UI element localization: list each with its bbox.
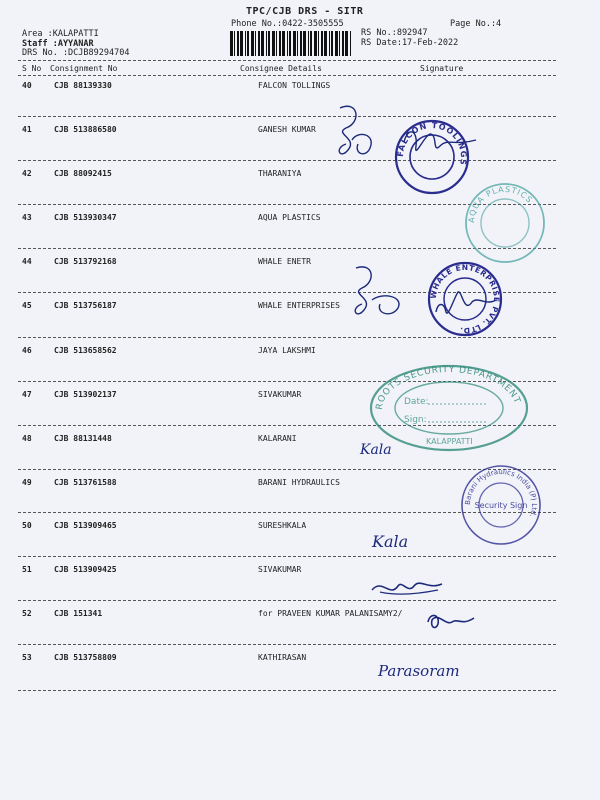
phone-number: Phone No.:0422-3505555 <box>231 19 344 29</box>
staff-label: Staff :AYYANAR <box>22 39 94 49</box>
row-consignment-no: CJB 513930347 <box>54 213 117 222</box>
row-sno: 51 <box>22 565 32 574</box>
falcon-stamp-text: FALCON TOOLINGS <box>395 120 469 167</box>
row-sno: 49 <box>22 478 32 487</box>
sheet-title: TPC/CJB DRS - SITR <box>246 6 364 17</box>
row-consignment-no: CJB 513758809 <box>54 653 117 662</box>
security-stamp-place: KALAPPATTI <box>426 437 473 446</box>
table-row <box>0 301 600 315</box>
row-consignment-no: CJB 513886580 <box>54 125 117 134</box>
row-consignment-no: CJB 513761588 <box>54 478 117 487</box>
area-label: Area :KALAPATTI <box>22 29 99 39</box>
aqua-plastics-stamp <box>462 180 548 266</box>
column-sno: S No <box>22 64 42 73</box>
barcode <box>230 31 354 56</box>
row-consignee: FALCON TOLLINGS <box>258 81 331 90</box>
signature-row-44-45 <box>346 262 506 342</box>
row-sno: 44 <box>22 257 32 266</box>
row-consignee: KALARANI <box>258 434 297 443</box>
table-row <box>0 653 600 667</box>
signature-row-51 <box>368 572 448 600</box>
signature-row-52 <box>424 608 480 632</box>
table-row <box>0 81 600 95</box>
row-sno: 46 <box>22 346 32 355</box>
row-consignment-no: CJB 88131448 <box>54 434 112 443</box>
row-consignee: SURESHKALA <box>258 521 307 530</box>
page-number: Page No.:4 <box>450 19 502 29</box>
row-sno: 48 <box>22 434 32 443</box>
row-sno: 50 <box>22 521 32 530</box>
barani-hydraulics-stamp <box>458 462 544 548</box>
barani-stamp-text: Barani Hydraulics India (P) Ltd. <box>463 467 539 519</box>
row-consignment-no: CJB 513792168 <box>54 257 117 266</box>
row-consignment-no: CJB 513756187 <box>54 301 117 310</box>
row-consignment-no: CJB 88092415 <box>54 169 112 178</box>
row-sno: 52 <box>22 609 32 618</box>
security-stamp-date: Date: <box>404 397 429 407</box>
table-row <box>0 125 600 139</box>
row-consignee: WHALE ENTERPRISES <box>258 301 340 310</box>
row-sno: 42 <box>22 169 32 178</box>
signature-row-53: Parasoram <box>378 662 460 680</box>
row-consignee: AQUA PLASTICS <box>258 213 321 222</box>
column-consignee: Consignee Details <box>240 64 322 73</box>
row-divider <box>18 556 556 557</box>
row-sno: 43 <box>22 213 32 222</box>
signature-row-41 <box>328 100 498 180</box>
row-consignee: WHALE ENETR <box>258 257 311 266</box>
signature-row-48: Kala <box>360 442 392 458</box>
row-sno: 41 <box>22 125 32 134</box>
whale-stamp-text: WHALE ENTERPRISE PVT. LTD. <box>428 262 502 336</box>
row-sno: 53 <box>22 653 32 662</box>
signature-row-50: Kala <box>372 532 409 551</box>
row-consignee: GANESH KUMAR <box>258 125 316 134</box>
row-consignee: KATHIRASAN <box>258 653 307 662</box>
row-consignment-no: CJB 513658562 <box>54 346 117 355</box>
row-sno: 47 <box>22 390 32 399</box>
aqua-stamp-text: AQUA PLASTICS <box>466 184 535 224</box>
row-consignment-no: CJB 151341 <box>54 609 103 618</box>
column-signature: Signature <box>420 64 464 73</box>
header-divider <box>18 60 556 61</box>
rs-number: RS No.:892947 <box>361 28 428 38</box>
drs-number: DRS No. :DCJB89294704 <box>22 48 130 58</box>
row-consignee: JAYA LAKSHMI <box>258 346 316 355</box>
row-consignment-no: CJB 513902137 <box>54 390 117 399</box>
row-consignment-no: CJB 513909465 <box>54 521 117 530</box>
row-consignee: SIVAKUMAR <box>258 390 302 399</box>
column-divider <box>18 75 556 76</box>
svg-text:AQUA PLASTICS <box>467 185 535 223</box>
row-sno: 40 <box>22 81 32 90</box>
row-consignee: SIVAKUMAR <box>258 565 302 574</box>
row-consignee: for PRAVEEN KUMAR PALANISAMY2/ <box>258 609 403 618</box>
security-stamp-sign: Sign: <box>404 415 427 425</box>
row-sno: 45 <box>22 301 32 310</box>
table-row <box>0 565 600 579</box>
table-row <box>0 609 600 623</box>
column-consignment: Consignment No <box>50 64 118 73</box>
row-divider <box>18 690 556 691</box>
row-consignment-no: CJB 513909425 <box>54 565 117 574</box>
security-department-stamp <box>368 358 530 454</box>
row-divider <box>18 644 556 645</box>
row-divider <box>18 600 556 601</box>
security-stamp-text: ROOTS SECURITY DEPARTMENT <box>374 364 522 411</box>
row-consignee: BARANI HYDRAULICS <box>258 478 340 487</box>
row-consignee: THARANIYA <box>258 169 302 178</box>
barani-stamp-inner: Security Sign <box>474 501 528 510</box>
row-consignment-no: CJB 88139330 <box>54 81 112 90</box>
rs-date: RS Date:17-Feb-2022 <box>361 38 459 48</box>
